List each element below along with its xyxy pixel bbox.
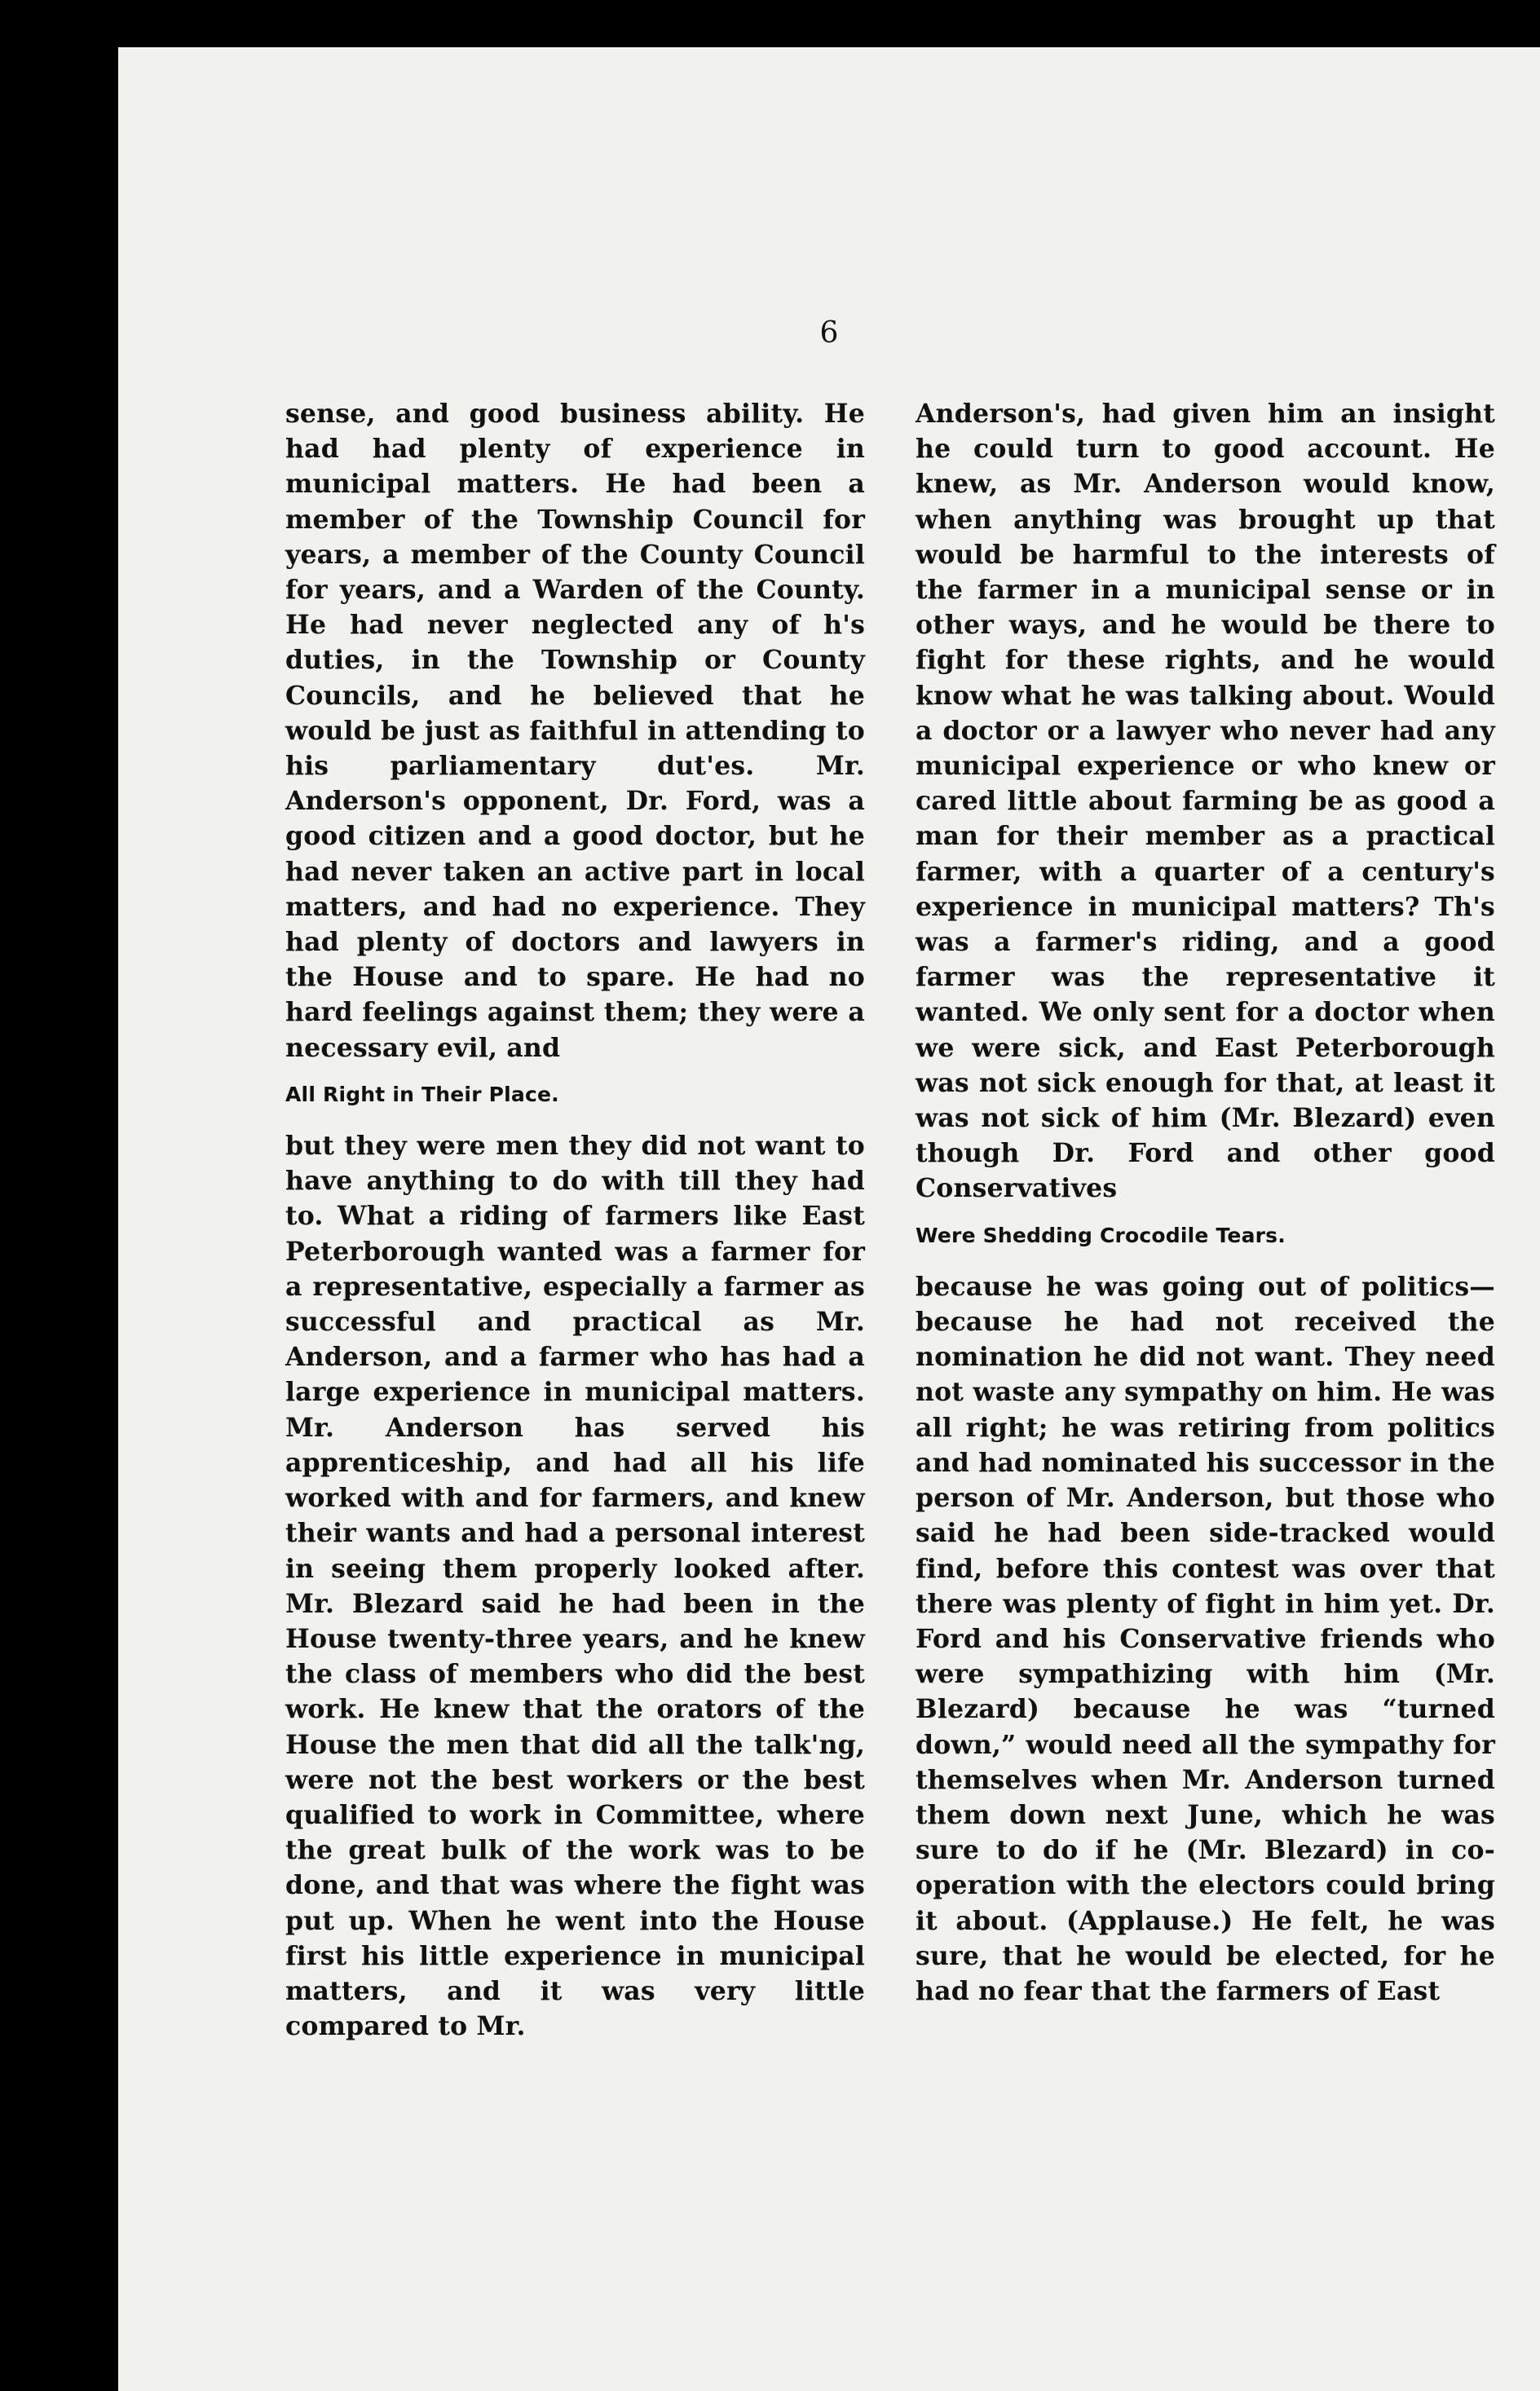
right-paragraph-2: because he was going out of politics—because he had not received the nomination he did not want. They need not waste any sympathy on him. He was all right; he was retiring from politics and had nominated his successor in the person of Mr. Anderson, but those who said he had been side-tracked would find, before this contest was over that there was plenty of fight in him yet. Dr. Ford and his Conservative friends who were sympathizing with him (Mr. Blezard) because he was “turned down,” would need all the sympathy for themselves when Mr. Anderson turned them down next June, which he was sure to do if he (Mr. Blezard) in co-operation with the electors could bring it about. (Applause.) He felt, he was sure, that he would be elected, for he had no fear that the farmers of East	[916, 1271, 1495, 2006]
page-number: 6	[819, 316, 839, 350]
left-column	[285, 396, 865, 2044]
document-page	[118, 47, 1540, 2391]
left-paragraph-1: sense, and good business ability. He had had plenty of experience in municipal matters. He had been a member of the Township Council for years, a member of the County Council for years, and a Warden of the County. He had never neglected any of h's duties, in the Township or County Councils, and he believed that he would be just as faithful in attending to his parliamentary dut'es. Mr. Anderson's opponent, Dr. Ford, was a good citizen and a good doctor, but he had never taken an active part in local matters, and had no experience. They had plenty of doctors and lawyers in the House and to spare. He had no hard feelings against them; they were a necessary evil, and	[285, 399, 865, 1063]
right-paragraph-1: Anderson's, had given him an insight he could turn to good account. He knew, as Mr. Anderson would know, when anything was brought up that would be harmful to the interests of the farmer in a municipal sense or in other ways, and he would be there to fight for these rights, and he would know what he was talking about. Would a doctor or a lawyer who never had any municipal experience or who knew or cared little about farming be as good a man for their member as a practical farmer, with a quarter of a century's experience in municipal matters? Th's was a farmer's riding, and a good farmer was the representative it wanted. We only sent for a doctor when we were sick, and East Peterborough was not sick enough for that, at least it was not sick of him (Mr. Blezard) even though Dr. Ford and other good Conservatives	[916, 399, 1495, 1204]
section-heading-all-right: All Right in Their Place.	[285, 1082, 559, 1106]
section-heading-crocodile-tears: Were Shedding Crocodile Tears.	[916, 1223, 1286, 1247]
left-paragraph-2: but they were men they did not want to have anything to do with till they had to. What a riding of farmers like East Peterborough wanted was a farmer for a representative, especially a farmer as successful and practical as Mr. Anderson, and a farmer who has had a large experience in municipal matters. Mr. Anderson has served his apprenticeship, and had all his life worked with and for farmers, and knew their wants and had a personal interest in seeing them properly looked after. Mr. Blezard said he had been in the House twenty-three years, and he knew the class of members who did the best work. He knew that the orators of the House the men that did all the talk'ng, were not the best workers or the best qualified to work in Committee, where the great bulk of the work was to be done, and that was where the fight was put up. When he went into the House first his little experience in municipal matters, and it was very little compared to Mr.	[285, 1131, 865, 2042]
right-column	[916, 396, 1495, 2009]
